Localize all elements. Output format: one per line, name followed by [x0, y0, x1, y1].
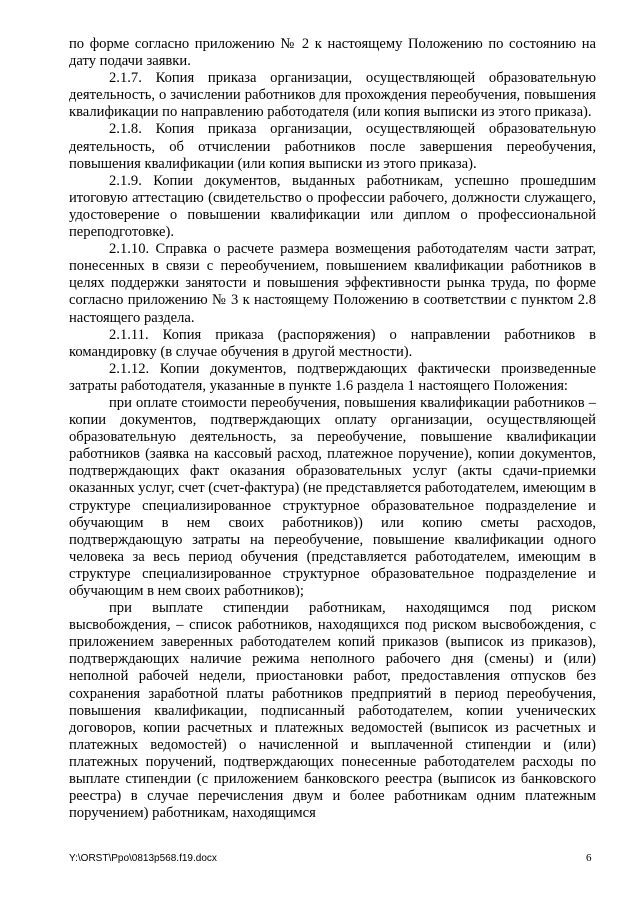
paragraph-2-1-8: 2.1.8. Копия приказа организации, осуществляющей образовательную деятельность, об отчислении работников после завершения переобучения, повышения квалификации (или копия выписки из этого приказа). [69, 121, 596, 172]
paragraph-2-1-12: 2.1.12. Копии документов, подтверждающих фактически произведенные затраты работодателя, указанные в пункте 1.6 раздела 1 настоящего Положения: [69, 360, 596, 394]
paragraph-2-1-11: 2.1.11. Копия приказа (распоряжения) о направлении работников в командировку (в случае обучения в другой местности). [69, 326, 596, 360]
paragraph-stipend-payment: при выплате стипендии работникам, находящимся под риском высвобождения, – список работников, находящихся под риском высвобождения, с приложением заверенных работодателем копий приказов (выписок из приказов), подтверждающих наличие режима неполного рабочего дня (смены) и (или) неполной рабочей недели, приостановки работ, предоставления отпусков без сохранения заработной платы работников предприятий в период переобучения, повышения квалификации, подписанный работодателем, копии ученических договоров, копии расчетных и платежных ведомостей (выписок из расчетных и платежных ведомостей) о начисленной и выплаченной стипендии и (или) платежных поручений, подтверждающих понесенные работодателем расходы по выплате стипендии (с приложением банковского реестра (выписок из банковского реестра) в случае перечисления двум и более работникам одним платежным поручением) работникам, находящимся [69, 600, 596, 822]
paragraph-tuition-payment: при оплате стоимости переобучения, повышения квалификации работников – копии документов, подтверждающих оплату организации, осуществляющей образовательную деятельность, за переобучение, повышение квалификации работников (заявка на кассовый расход, платежное поручение), копии документов, подтверждающих факт оказания образовательных услуг (акты сдачи-приемки оказанных услуг, счет (счет-фактура) (не представляется работодателем, имеющим в структуре специализированное структурное образовательное подразделение и обучающим в нем своих работников)) или копию сметы расходов, подтверждающую затраты на переобучение, повышение квалификации одного человека за весь период обучения (представляется работодателем, имеющим в структуре специализированное структурное образовательное подразделение и обучающим в нем своих работников); [69, 394, 596, 599]
paragraph-2-1-10: 2.1.10. Справка о расчете размера возмещения работодателям части затрат, понесенных в связи с переобучением, повышением квалификации работников в целях поддержки занятости и повышения эффективности рынка труда, по форме согласно приложению № 3 к настоящему Положению в соответствии с пунктом 2.8 настоящего раздела. [69, 241, 596, 326]
paragraph-2-1-7: 2.1.7. Копия приказа организации, осуществляющей образовательную деятельность, о зачислении работников для прохождения переобучения, повышения квалификации по направлению работодателя (или копия выписки из этого приказа). [69, 70, 596, 121]
page-number: 6 [586, 852, 592, 864]
footer-file-path: Y:\ORST\Ppo\0813p568.f19.docx [69, 853, 217, 864]
document-body [69, 36, 596, 822]
paragraph-2-1-9: 2.1.9. Копии документов, выданных работникам, успешно прошедшим итоговую аттестацию (свидетельство о профессии рабочего, должности служащего, удостоверение о повышении квалификации или диплом о профессиональной переподготовке). [69, 172, 596, 241]
paragraph-continuation: по форме согласно приложению № 2 к настоящему Положению по состоянию на дату подачи заявки. [69, 36, 596, 70]
